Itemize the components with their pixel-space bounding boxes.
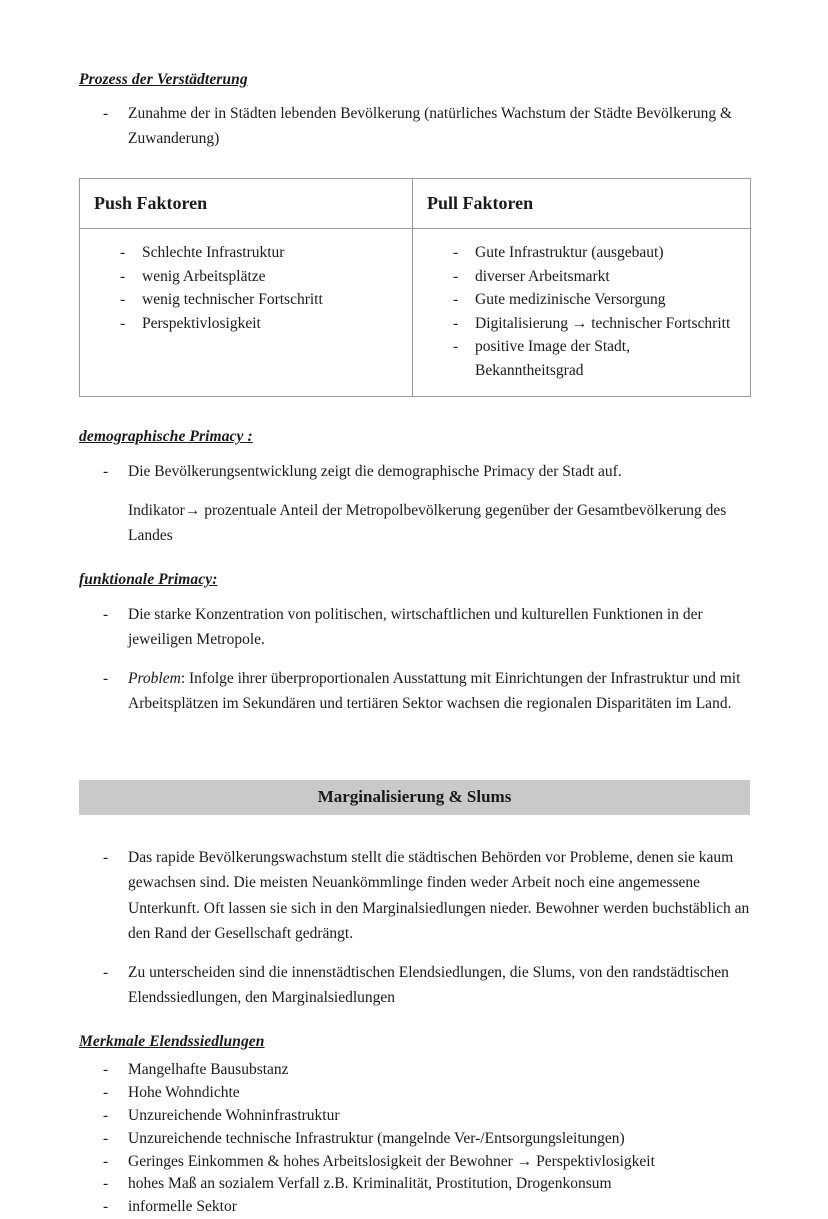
list-item: - Gute Infrastruktur (ausgebaut) [413, 241, 742, 265]
list-marginalisierung-2 [79, 960, 750, 1010]
section-banner-marginalisierung-slums: Marginalisierung & Slums [79, 780, 750, 815]
list-item: - Unzureichende technische Infrastruktur (mangelnde Ver-/Entsorgungsleitungen) [79, 1128, 750, 1151]
list-item: - informelle Sektor [79, 1196, 750, 1219]
list-merkmale [79, 1059, 750, 1218]
list-item: - Geringes Einkommen & hohes Arbeitslosigkeit der Bewohner → Perspektivlosigkeit [79, 1151, 750, 1174]
spacer [79, 716, 750, 780]
table-cell-push-items [80, 229, 413, 397]
list-item: - Perspektivlosigkeit [80, 312, 404, 336]
list-item: - wenig technischer Fortschritt [80, 288, 404, 312]
list-item: - diverser Arbeitsmarkt [413, 265, 742, 289]
spacer [79, 815, 750, 845]
spacer [79, 548, 750, 570]
column-header-pull: Pull Faktoren [427, 192, 534, 213]
list-pull-faktoren [413, 241, 742, 382]
note-indikator: Indikator→ prozentuale Anteil der Metropolbevölkerung gegenüber der Gesamtbevölkerung des Landes [128, 501, 727, 545]
spacer [79, 946, 750, 960]
heading-prozess-der-verstaedterung: Prozess der Verstädterung [79, 71, 248, 88]
list-funktionale-primacy [79, 602, 750, 652]
list-item: - Die starke Konzentration von politischen, wirtschaftlichen und kulturellen Funktionen in der jeweiligen Metropole. [79, 602, 750, 652]
list-item: - Gute medizinische Versorgung [413, 288, 742, 312]
table-cell-push-header [80, 178, 413, 229]
list-item: - Mangelhafte Bausubstanz [79, 1059, 750, 1082]
table-cell-pull-header [413, 178, 751, 229]
list-item: - Zunahme der in Städten lebenden Bevölkerung (natürliches Wachstum der Städte Bevölkerung & Zuwanderung) [79, 101, 750, 151]
spacer [79, 590, 750, 602]
list-item: - hohes Maß an sozialem Verfall z.B. Kriminalität, Prostitution, Drogenkonsum [79, 1173, 750, 1196]
list-item-problem [79, 666, 750, 716]
push-pull-table [79, 178, 751, 398]
list-push-faktoren [80, 241, 404, 335]
problem-label: Problem [128, 669, 181, 687]
list-item: - Schlechte Infrastruktur [80, 241, 404, 265]
list-prozess [79, 101, 750, 151]
list-item: - Die Bevölkerungsentwicklung zeigt die demographische Primacy der Stadt auf. [79, 459, 750, 484]
list-item: - Das rapide Bevölkerungswachstum stellt die städtischen Behörden vor Probleme, denen sie kaum gewachsen sind. Die meisten Neuankömmlinge finden weder Arbeit noch eine angemessene Unterkunft. Oft lassen sie sich in den Marginalsiedlungen nieder. Bewohner werden buchstäblich an den Rand der Gesellschaft gedrängt. [79, 845, 750, 945]
list-item: - Zu unterscheiden sind die innenstädtischen Elendsiedlungen, die Slums, von den randstädtischen Elendssiedlungen, den Marginalsiedlungen [79, 960, 750, 1010]
list-funktionale-primacy-problem [79, 666, 750, 716]
heading-merkmale-elendssiedlungen: Merkmale Elendssiedlungen [79, 1033, 265, 1051]
table-header-row [80, 178, 751, 229]
spacer [79, 1010, 750, 1032]
spacer [79, 447, 750, 459]
column-header-push: Push Faktoren [94, 192, 208, 213]
spacer [79, 397, 750, 427]
spacer [79, 152, 750, 178]
list-demographische-primacy [79, 459, 750, 484]
spacer [79, 1051, 750, 1059]
heading-funktionale-primacy: funktionale Primacy: [79, 571, 218, 589]
list-item: - wenig Arbeitsplätze [80, 265, 404, 289]
problem-text: : Infolge ihrer überproportionalen Ausstattung mit Einrichtungen der Infrastruktur und mit Arbeitsplätzen im Sekundären und tertiären Sektor wachsen die regionalen Disparitäten im Land. [128, 669, 741, 712]
list-marginalisierung [79, 845, 750, 945]
spacer [79, 89, 750, 101]
list-item: - Digitalisierung → technischer Fortschritt [413, 312, 742, 336]
table-row [80, 229, 751, 397]
list-item: - Hohe Wohndichte [79, 1082, 750, 1105]
spacer [79, 652, 750, 666]
table-cell-pull-items [413, 229, 751, 397]
spacer [79, 484, 750, 498]
list-item: - Unzureichende Wohninfrastruktur [79, 1105, 750, 1128]
list-item: - positive Image der Stadt, Bekanntheitsgrad [413, 335, 742, 382]
heading-demographische-primacy: demographische Primacy : [79, 428, 253, 446]
